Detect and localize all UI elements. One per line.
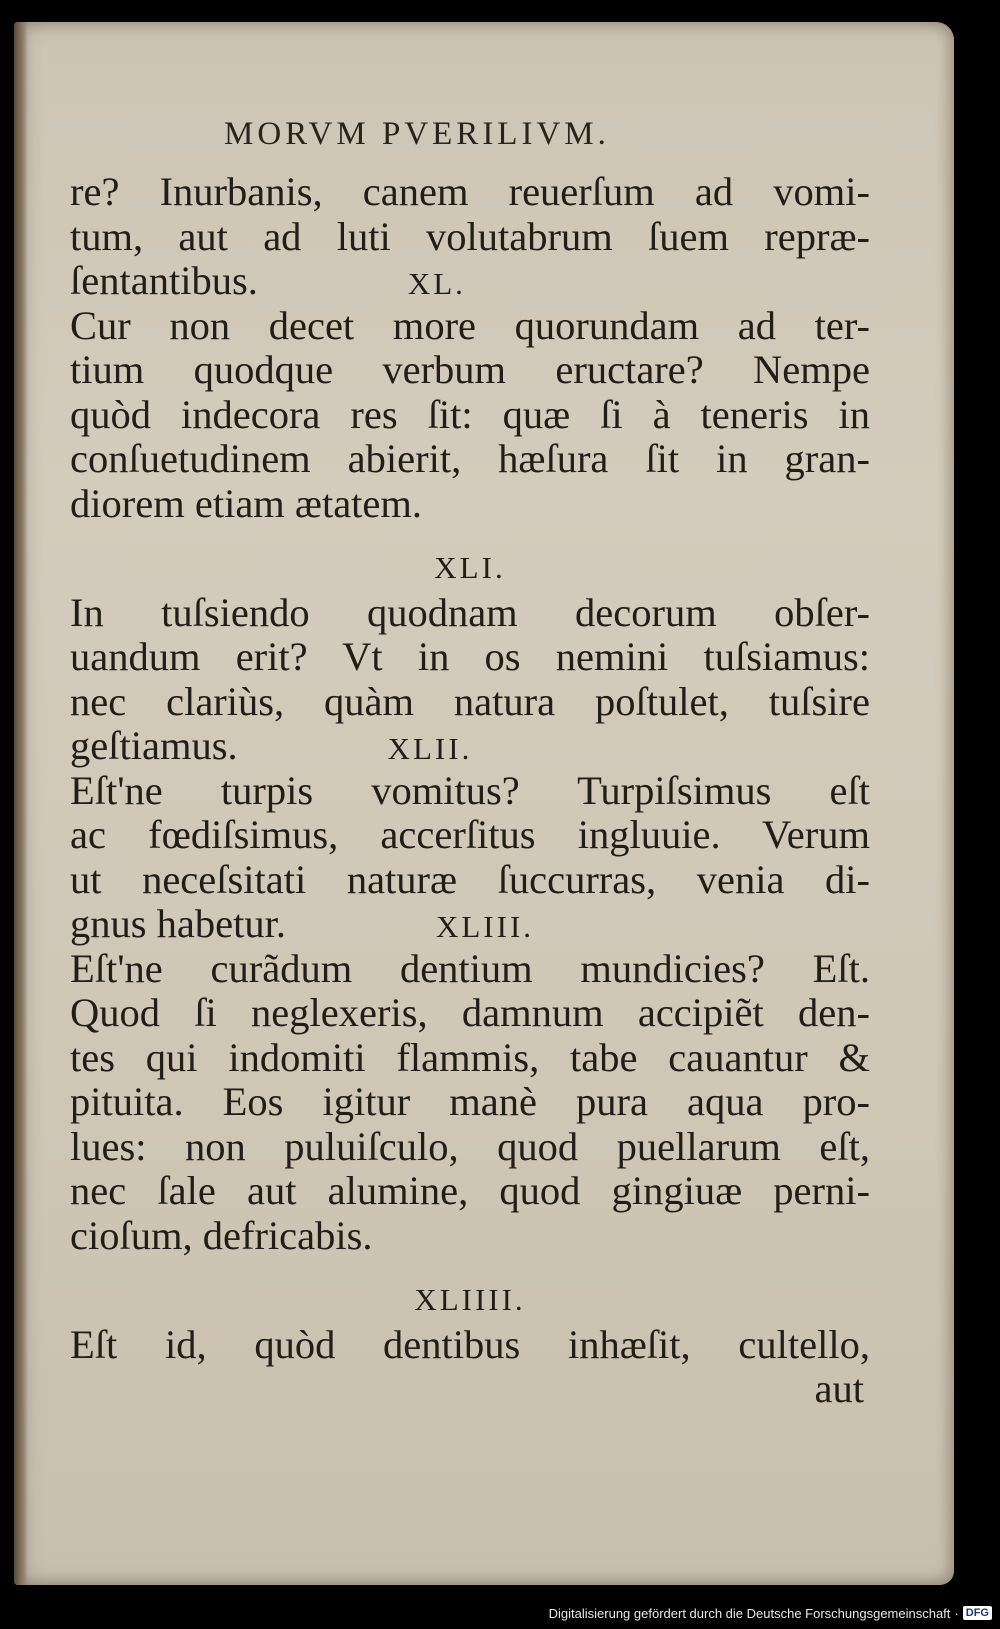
text-line: conſuetudinem abierit, hæſura ſit in gran- (70, 436, 870, 481)
page-spine-shadow (14, 22, 28, 1585)
digitization-footer (549, 1603, 992, 1623)
text-line: quòd indecora res ſit: quæ ſi à teneris in (70, 391, 870, 437)
text-line: Quod ſi neglexeris, damnum accipiẽt den- (70, 990, 870, 1035)
text-line: uandum erit? Vt in os nemini tuſsiamus: (70, 634, 870, 679)
text-line: tes qui indomiti flammis, tabe cauantur & (70, 1034, 870, 1080)
book-page (14, 22, 954, 1585)
text-line: Eſt'ne curãdum dentium mundicies? Eſt. (70, 945, 870, 991)
text-line: tium quodque verbum eructare? Nempe (70, 347, 870, 392)
text-line: lues: non puluiſculo, quod puellarum eſt, (70, 1123, 870, 1169)
text-line: nec ſale aut alumine, quod gingiuæ perni- (70, 1168, 870, 1213)
running-head: MORVM PVERILIVM. (224, 116, 610, 152)
text-line: Eſt id, quòd dentibus inhæſit, cultello, (70, 1321, 870, 1367)
text-line: nec clariùs, quàm natura poſtulet, tuſsire (70, 678, 870, 724)
footer-separator: · (954, 1605, 959, 1621)
text-line: cioſum, defricabis. (70, 1212, 373, 1258)
text-line (70, 902, 870, 947)
text-line: tum, aut ad luti volutabrum ſuem repræ- (70, 213, 870, 259)
text-line (70, 724, 870, 769)
section-heading: XLIII. (435, 909, 535, 944)
text-line-content: gnus habetur. (70, 901, 286, 946)
text-line: Eſt'ne turpis vomitus? Turpiſsimus eſt (70, 767, 870, 813)
text-line: diorem etiam ætatem. (70, 480, 423, 526)
section-heading: XLII. (387, 731, 473, 766)
text-line: ut neceſsitati naturæ ſuccurras, venia di- (70, 856, 870, 902)
text-line (70, 259, 870, 304)
catchword: aut (814, 1366, 864, 1411)
text-line: ac fœdiſsimus, accerſitus ingluuie. Verum (70, 812, 870, 857)
page-text (70, 170, 870, 1412)
text-line: Cur non decet more quorundam ad ter- (70, 302, 870, 348)
text-line: pituita. Eos igitur manè pura aqua pro- (70, 1079, 870, 1124)
footer-text: Digitalisierung gefördert durch die Deutsche Forschungsgemeinschaft (548, 1605, 951, 1621)
text-line: In tuſsiendo quodnam decorum obſer- (70, 589, 870, 635)
dfg-logo: DFG (963, 1606, 992, 1620)
section-heading: XLIIII. (414, 1282, 526, 1317)
section-heading: XLI. (434, 550, 506, 585)
text-line-content: ſentantibus. (70, 258, 258, 303)
section-heading: XL. (407, 266, 466, 301)
text-line-content: geſtiamus. (70, 723, 238, 768)
text-line: re? Inurbanis, canem reuerſum ad vomi- (70, 169, 870, 214)
